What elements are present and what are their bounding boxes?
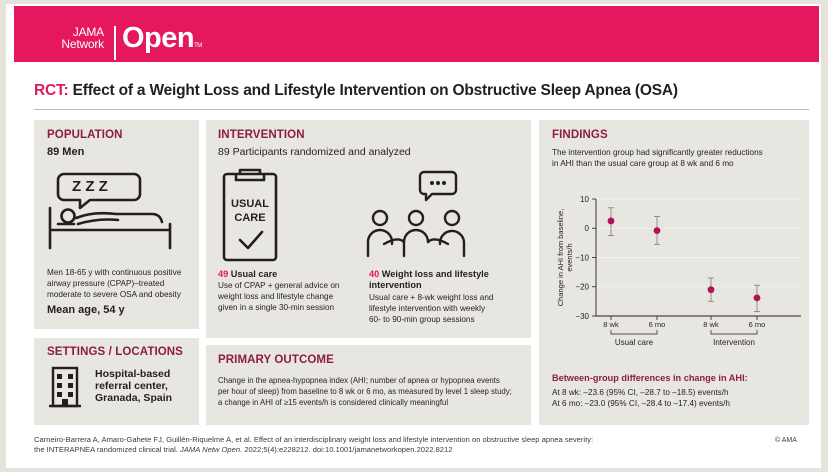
citation-line-2-rest: 2022;5(4):e228212. doi:10.1001/jamanetworkopen.2022.8212 — [242, 445, 453, 454]
citation-line-1: Carneiro-Barrera A, Amaro-Gahete FJ, Guillén-Riquelme A, et al. Effect of an interdisciplinary weight loss and lifestyle intervention on obstructive sleep apnea severity: — [34, 435, 594, 444]
population-heading: POPULATION — [47, 129, 123, 141]
wl-desc-1: Usual care + 8-wk weight loss and — [369, 293, 494, 302]
wl-label-1: Weight loss and lifestyle — [381, 269, 489, 279]
wl-title-1 — [369, 269, 489, 280]
population-desc-1: Men 18-65 y with continuous positive — [47, 268, 182, 277]
x-tick-label-2: 8 wk — [703, 320, 719, 329]
usual-desc-3: given in a single 30-min session — [218, 303, 335, 312]
findings-summary-2: in AHI than the usual care group at 8 wk and 6 mo — [552, 159, 734, 168]
y-axis-label-2: events/h — [565, 243, 574, 272]
population-desc-2: airway pressure (CPAP)–treated — [47, 279, 165, 288]
logo-divider — [114, 26, 116, 60]
usual-care-label: Usual care — [230, 269, 278, 279]
chart-marks — [608, 208, 761, 312]
ahi-change-chart — [539, 185, 809, 355]
clipboard-text-1: USUAL — [231, 198, 269, 210]
wl-label-2: intervention — [369, 280, 422, 290]
x-tick-label-3: 6 mo — [748, 320, 766, 329]
findings-heading: FINDINGS — [552, 129, 608, 141]
group-bracket-1 — [711, 330, 757, 334]
x-tick-label-0: 8 wk — [603, 320, 619, 329]
y-tick-label-3: −20 — [575, 282, 589, 292]
outcome-line-2: per hour of sleep) from baseline to 8 wk or 6 mo, as measured by level 1 sleep study; — [218, 387, 512, 396]
settings-line-2: referral center, — [95, 380, 168, 392]
logo-main: Open — [122, 22, 195, 54]
logo-trademark: TM — [194, 43, 202, 49]
citation-line-2 — [34, 445, 593, 455]
y-tick-label-4: −30 — [575, 311, 589, 321]
journal-header — [14, 6, 819, 62]
title-prefix: RCT: — [34, 82, 69, 99]
group-session-icon — [366, 168, 466, 262]
logo-line1: JAMA — [72, 25, 104, 39]
data-point-0 — [608, 218, 615, 225]
settings-line-3: Granada, Spain — [95, 392, 173, 404]
hospital-building-icon — [47, 366, 83, 408]
clipboard-text-2: CARE — [234, 212, 266, 224]
page-title — [34, 82, 678, 100]
wl-desc-2: lifestyle intervention with weekly — [369, 304, 486, 313]
usual-desc-1: Use of CPAP + general advice on — [218, 281, 340, 290]
data-point-3 — [754, 294, 761, 301]
citation-journal: JAMA Netw Open. — [180, 445, 243, 454]
sleeping-man-icon — [44, 168, 184, 258]
data-point-2 — [708, 286, 715, 293]
chart-axes — [556, 195, 801, 347]
outcome-line-1: Change in the apnea-hypopnea index (AHI; number of apnea or hypopnea events — [218, 376, 500, 385]
outcome-line-3: a change in AHI of ≥15 events/h is considered clinically meaningful — [218, 398, 449, 407]
group-label-0: Usual care — [614, 338, 654, 347]
usual-desc-2: weight loss and lifestyle change — [218, 292, 334, 301]
population-desc-3: moderate to severe OSA and obesity — [47, 290, 181, 299]
y-tick-label-2: −10 — [575, 253, 589, 263]
title-text: Effect of a Weight Loss and Lifestyle Intervention on Obstructive Sleep Apnea (OSA) — [72, 82, 678, 99]
copyright: © AMA — [775, 437, 797, 444]
citation-line-2-plain: the INTERAPNEA randomized clinical trial. — [34, 445, 181, 454]
primary-outcome-heading: PRIMARY OUTCOME — [218, 354, 334, 366]
zzz-text: Z Z Z — [72, 178, 108, 195]
participants-count: 89 Participants randomized and analyzed — [218, 146, 411, 158]
between-group-heading: Between-group differences in change in AHI: — [552, 373, 748, 383]
settings-line-1: Hospital-based — [95, 368, 171, 380]
intervention-heading: INTERVENTION — [218, 129, 305, 141]
group-label-1: Intervention — [713, 338, 755, 347]
y-tick-label-1: 0 — [584, 224, 589, 234]
mean-age: Mean age, 54 y — [47, 304, 125, 316]
wl-desc-3: 60- to 90-min group sessions — [369, 315, 475, 324]
y-tick-label-0: 10 — [580, 194, 589, 204]
population-count: 89 Men — [47, 146, 85, 158]
data-point-1 — [654, 227, 661, 234]
group-bracket-0 — [611, 330, 657, 334]
findings-summary-1: The intervention group had significantly greater reductions — [552, 148, 763, 157]
settings-heading: SETTINGS / LOCATIONS — [47, 346, 183, 358]
usual-care-title — [218, 269, 277, 280]
title-divider — [34, 109, 809, 110]
between-8wk: At 8 wk: –23.6 (95% CI, –28.7 to –18.5) events/h — [552, 388, 729, 397]
usual-care-count: 49 — [218, 269, 229, 279]
logo-line2: Network — [61, 37, 104, 51]
wl-count: 40 — [369, 269, 380, 279]
between-6mo: At 6 mo: –23.0 (95% CI, –28.4 to –17.4) events/h — [552, 399, 730, 408]
y-axis-label-1: Change in AHI from baseline, — [556, 208, 565, 307]
citation — [34, 435, 593, 455]
x-tick-label-1: 6 mo — [648, 320, 666, 329]
